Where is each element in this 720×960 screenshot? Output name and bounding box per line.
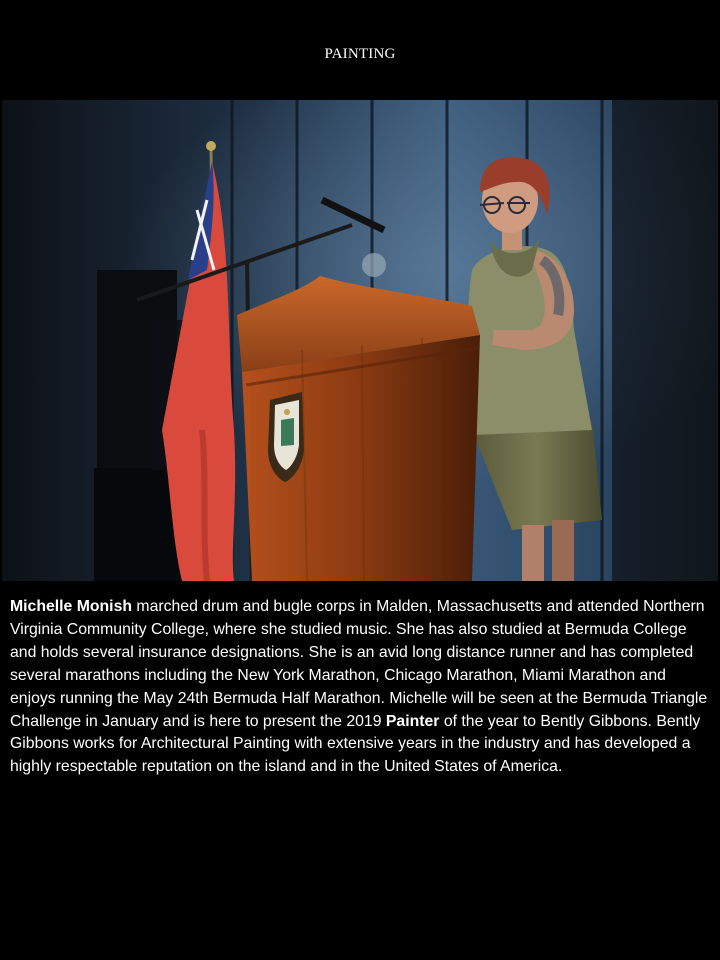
bio-text-part-2: of the year to Bently Gibbons. Bently Gibbons works for Architectural Painting with extensive years in the industry and has developed a highly respectable reputation on the island and in the United States of America. — [10, 712, 701, 776]
bio-text-part-1: marched drum and bugle corps in Malden, Massachusetts and attended Northern Virginia Community College, where she studied music. She has also studied at Bermuda College and holds several insurance designations. She is an avid long distance runner and has completed several marathons including the New York Marathon, Chicago Marathon, Miami Marathon and enjoys running the May 24th Bermuda Half Marathon. Michelle will be seen at the Bermuda Triangle Challenge in January and is here to present the 2019 — [10, 598, 708, 730]
slide-title: PAINTING — [324, 46, 396, 62]
speaker-name: Michelle Monish — [10, 598, 133, 615]
award-name: Painter — [385, 712, 440, 730]
speaker-photo-illustration — [2, 100, 718, 581]
speaker-bio — [10, 596, 710, 779]
speaker-photo — [2, 100, 718, 581]
